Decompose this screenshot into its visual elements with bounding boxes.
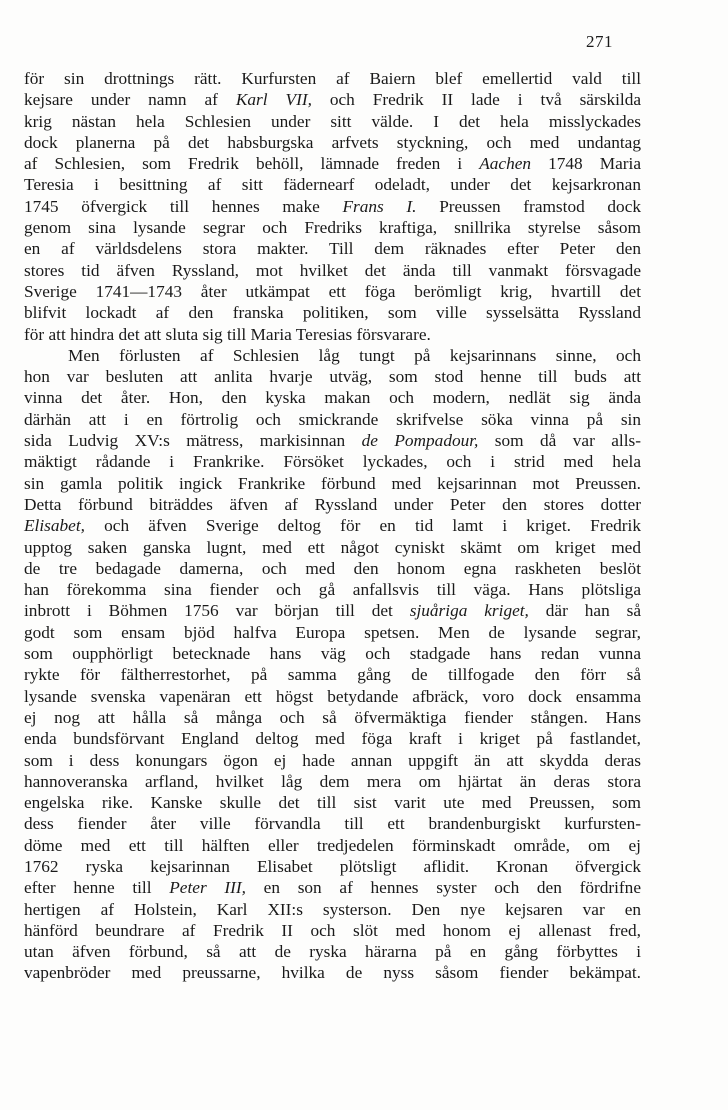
- text-line: [24, 686, 641, 707]
- text-line: [24, 558, 641, 579]
- italic-term: de Pompadour,: [361, 431, 479, 451]
- text-segment: vinna det åter. Hon, den kyska makan och modern, nedlät sig ända: [24, 388, 641, 408]
- text-segment: som oupphörligt betecknade hans väg och stadgade hans redan vunna: [24, 644, 641, 664]
- text-line: [24, 877, 641, 898]
- text-line: [24, 707, 641, 728]
- text-line: [24, 345, 641, 366]
- italic-term: Karl VII,: [235, 90, 312, 110]
- text-segment: rykte för fältherrestorhet, på samma gång de tillfogade den förr så: [24, 665, 641, 685]
- text-segment: stores tid äfven Ryssland, mot hvilket det ända till vanmakt försvagade: [24, 260, 641, 280]
- text-segment: blifvit lockadt af den franska politiken, som ville sysselsätta Ryssland: [24, 303, 641, 323]
- text-line: [24, 366, 641, 387]
- body-text: [24, 68, 641, 984]
- text-line: [24, 728, 641, 749]
- text-line: [24, 537, 641, 558]
- text-segment: en son af hennes syster och den fördrifne: [245, 878, 641, 898]
- text-segment: döme med ett till hälften eller tredjedelen förminskadt område, om ej: [24, 835, 641, 855]
- text-segment: sida Ludvig XV:s mätress, markisinnan: [24, 431, 362, 451]
- text-segment: af Schlesien, som Fredrik behöll, lämnade freden i: [24, 154, 480, 174]
- text-line: [24, 643, 641, 664]
- text-segment: godt som ensam bjöd halfva Europa spetsen. Men de lysande segrar,: [24, 622, 641, 642]
- text-line: [24, 920, 641, 941]
- text-segment: krig nästan hela Schlesien under sitt välde. I det hela misslyckades: [24, 111, 641, 131]
- text-line: [24, 664, 641, 685]
- text-segment: Teresia i besittning af sitt fädernearf odeladt, under det kejsarkronan: [24, 175, 641, 195]
- text-segment: lysande svenska vapenäran ett högst betydande afbräck, voro dock ensamma: [24, 686, 641, 706]
- text-line: [24, 238, 641, 259]
- text-segment: 1748 Maria: [531, 154, 641, 174]
- text-line: [24, 430, 641, 451]
- text-segment: engelska rike. Kanske skulle det till sist varit ute med Preussen, som: [24, 793, 641, 813]
- text-line: [24, 196, 641, 217]
- text-line: [24, 515, 641, 536]
- text-segment: som i dess konungars ögon ej hade annan uppgift än att skydda deras: [24, 750, 641, 770]
- text-line: [24, 324, 641, 345]
- text-segment: Detta förbund biträddes äfven af Ryssland under Peter den stores dotter: [24, 494, 641, 514]
- text-segment: dock planerna på det habsburgska arfvets styckning, och med undantag: [24, 132, 641, 152]
- text-line: [24, 89, 641, 110]
- text-segment: hon var besluten att anlita hvarje utväg, som stod henne till buds att: [24, 367, 641, 387]
- text-segment: och Fredrik II lade i två särskilda: [311, 90, 641, 110]
- text-line: [24, 622, 641, 643]
- text-line: [24, 813, 641, 834]
- text-line: [24, 600, 641, 621]
- text-segment: 1762 ryska kejsarinnan Elisabet plötsligt aflidit. Kronan öfvergick: [24, 856, 641, 876]
- text-line: [24, 302, 641, 323]
- text-segment: genom sina lysande segrar och Fredriks kraftiga, snillrika styrelse såsom: [24, 218, 641, 238]
- text-line: [24, 856, 641, 877]
- text-segment: ej nog att hålla så många och så öfvermäktiga fiender stången. Hans: [24, 707, 641, 727]
- text-segment: utan äfven förbund, så att de ryska härarna på en gång förbyttes i: [24, 942, 641, 962]
- text-line: [24, 153, 641, 174]
- text-line: [24, 899, 641, 920]
- text-line: [24, 281, 641, 302]
- text-line: [24, 451, 641, 472]
- text-segment: de tre bedagade damerna, och med den honom egna raskheten beslöt: [24, 558, 641, 578]
- text-line: [24, 494, 641, 515]
- text-line: [24, 68, 641, 89]
- text-segment: för sin drottnings rätt. Kurfursten af Baiern blef emellertid vald till: [24, 69, 641, 88]
- text-segment: dess fiender åter ville förvandla till ett brandenburgiskt kurfursten-: [24, 814, 641, 834]
- text-segment: han förekomma sina fiender och gå anfallsvis till väga. Hans plötsliga: [24, 580, 641, 600]
- text-segment: hänförd beundrare af Fredrik II och slöt med honom ej allenast fred,: [24, 920, 641, 940]
- italic-term: Elisabet,: [24, 516, 85, 536]
- text-line: [24, 217, 641, 238]
- page-number: 271: [586, 32, 613, 51]
- text-line: [24, 771, 641, 792]
- text-line: [24, 941, 641, 962]
- text-segment: 1745 öfvergick till hennes make: [24, 196, 343, 216]
- text-segment: en af världsdelens stora makter. Till dem räknades efter Peter den: [24, 239, 641, 259]
- italic-term: Frans I.: [342, 196, 417, 216]
- text-segment: efter henne till: [24, 878, 170, 898]
- text-segment: och äfven Sverige deltog för en tid lamt i kriget. Fredrik: [84, 516, 641, 536]
- text-segment: hannoveranska arfland, hvilket låg dem mera om hjärtat än deras stora: [24, 771, 641, 791]
- text-segment: Sverige 1741—1743 åter utkämpat ett föga berömligt krig, hvartill det: [24, 281, 641, 301]
- text-segment: enda bundsförvant England deltog med föga kraft i kriget på fastlandet,: [24, 729, 641, 749]
- text-segment: därhän att i en förtrolig och smickrande skrifvelse söka vinna på sin: [24, 409, 641, 429]
- text-segment: Preussen framstod dock: [416, 196, 642, 216]
- text-segment: upptog saken ganska lugnt, med ett något cyniskt skämt om kriget med: [24, 537, 641, 557]
- text-segment: Men förlusten af Schlesien låg tungt på kejsarinnans sinne, och: [68, 345, 641, 365]
- italic-term: sjuåriga kriget,: [409, 601, 529, 621]
- text-segment: vapenbröder med preussarne, hvilka de nyss såsom fiender bekämpat.: [24, 963, 641, 983]
- text-line: [24, 473, 641, 494]
- italic-term: Peter III,: [169, 878, 246, 898]
- text-segment: sin gamla politik ingick Frankrike förbund med kejsarinnan mot Preussen.: [24, 473, 641, 493]
- text-line: [24, 962, 641, 983]
- text-line: [24, 409, 641, 430]
- text-line: [24, 750, 641, 771]
- text-segment: inbrott i Böhmen 1756 var början till det: [24, 601, 410, 621]
- text-segment: som då var alls-: [478, 431, 642, 451]
- text-line: [24, 132, 641, 153]
- text-line: [24, 174, 641, 195]
- text-segment: hertigen af Holstein, Karl XII:s systerson. Den nye kejsaren var en: [24, 899, 641, 919]
- text-segment: mäktigt rådande i Frankrike. Försöket lyckades, och i strid med hela: [24, 452, 641, 472]
- text-segment: för att hindra det att sluta sig till Maria Teresias försvarare.: [24, 324, 431, 344]
- italic-term: Aachen: [479, 154, 532, 174]
- text-segment: där han så: [528, 601, 641, 621]
- text-line: [24, 260, 641, 281]
- text-line: [24, 792, 641, 813]
- text-line: [24, 835, 641, 856]
- text-line: [24, 111, 641, 132]
- text-segment: kejsare under namn af: [24, 90, 236, 110]
- text-line: [24, 579, 641, 600]
- text-line: [24, 387, 641, 408]
